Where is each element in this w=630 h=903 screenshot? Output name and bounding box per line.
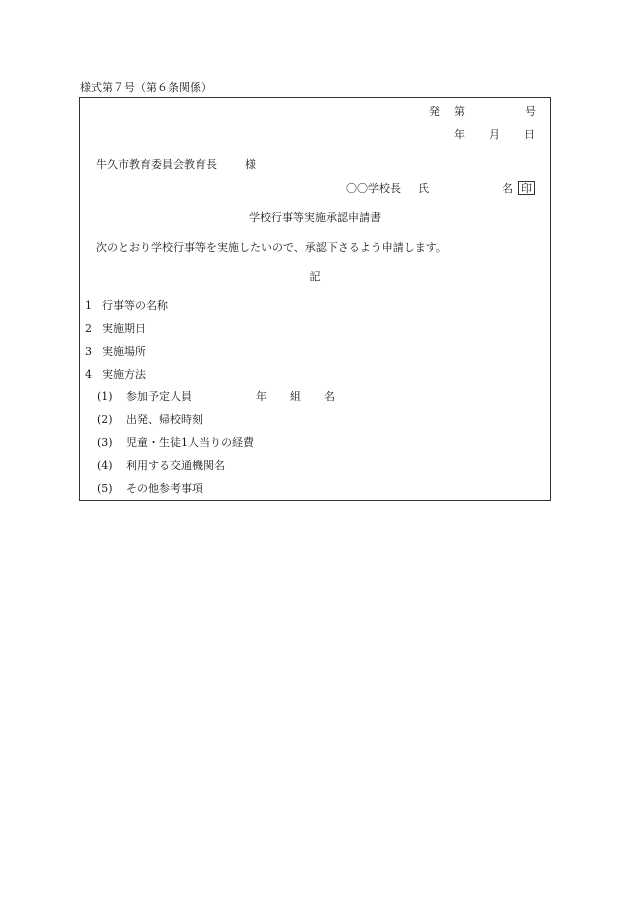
item-label: 実施場所	[102, 345, 146, 358]
subitem-number: (2)	[97, 413, 113, 426]
subitem-class: 組	[290, 390, 301, 403]
header-go: 号	[525, 105, 536, 118]
header-hatsu: 発	[429, 105, 440, 118]
subitem-people: 名	[324, 390, 335, 403]
subitem-number: (4)	[97, 459, 113, 472]
item-number: 4	[85, 368, 92, 381]
item-label: 行事等の名称	[102, 299, 168, 312]
item-number: 1	[85, 299, 92, 312]
form-label: 様式第７号（第６条関係）	[80, 81, 212, 94]
subitem-year: 年	[256, 390, 267, 403]
item-label: 実施期日	[102, 322, 146, 335]
header-month: 月	[489, 128, 500, 141]
addressee-honorific: 様	[245, 158, 256, 171]
subitem-label: 児童・生徒1人当りの経費	[126, 436, 254, 449]
ki-heading: 記	[309, 270, 321, 283]
subitem-label: その他参考事項	[126, 482, 203, 495]
document-title: 学校行事等実施承認申請書	[249, 211, 381, 224]
body-text: 次のとおり学校行事等を実施したいので、承認下さるよう申請します。	[96, 241, 447, 254]
addressee-name: 牛久市教育委員会教育長	[96, 158, 217, 171]
sender-mei: 名	[502, 182, 513, 195]
seal-box	[518, 181, 535, 195]
sender-title: 〇〇学校長	[346, 182, 401, 195]
header-dai: 第	[454, 105, 465, 118]
item-label: 実施方法	[102, 368, 146, 381]
item-number: 2	[85, 322, 92, 335]
subitem-number: (1)	[97, 390, 113, 403]
subitem-label: 出発、帰校時刻	[126, 413, 203, 426]
subitem-label: 利用する交通機関名	[126, 459, 225, 472]
subitem-label: 参加予定人員	[126, 390, 192, 403]
header-year: 年	[454, 128, 465, 141]
subitem-number: (3)	[97, 436, 113, 449]
subitem-number: (5)	[97, 482, 113, 495]
item-number: 3	[85, 345, 92, 358]
sender-shi: 氏	[418, 182, 429, 195]
header-day: 日	[524, 128, 535, 141]
seal-mark: 印	[518, 181, 535, 195]
